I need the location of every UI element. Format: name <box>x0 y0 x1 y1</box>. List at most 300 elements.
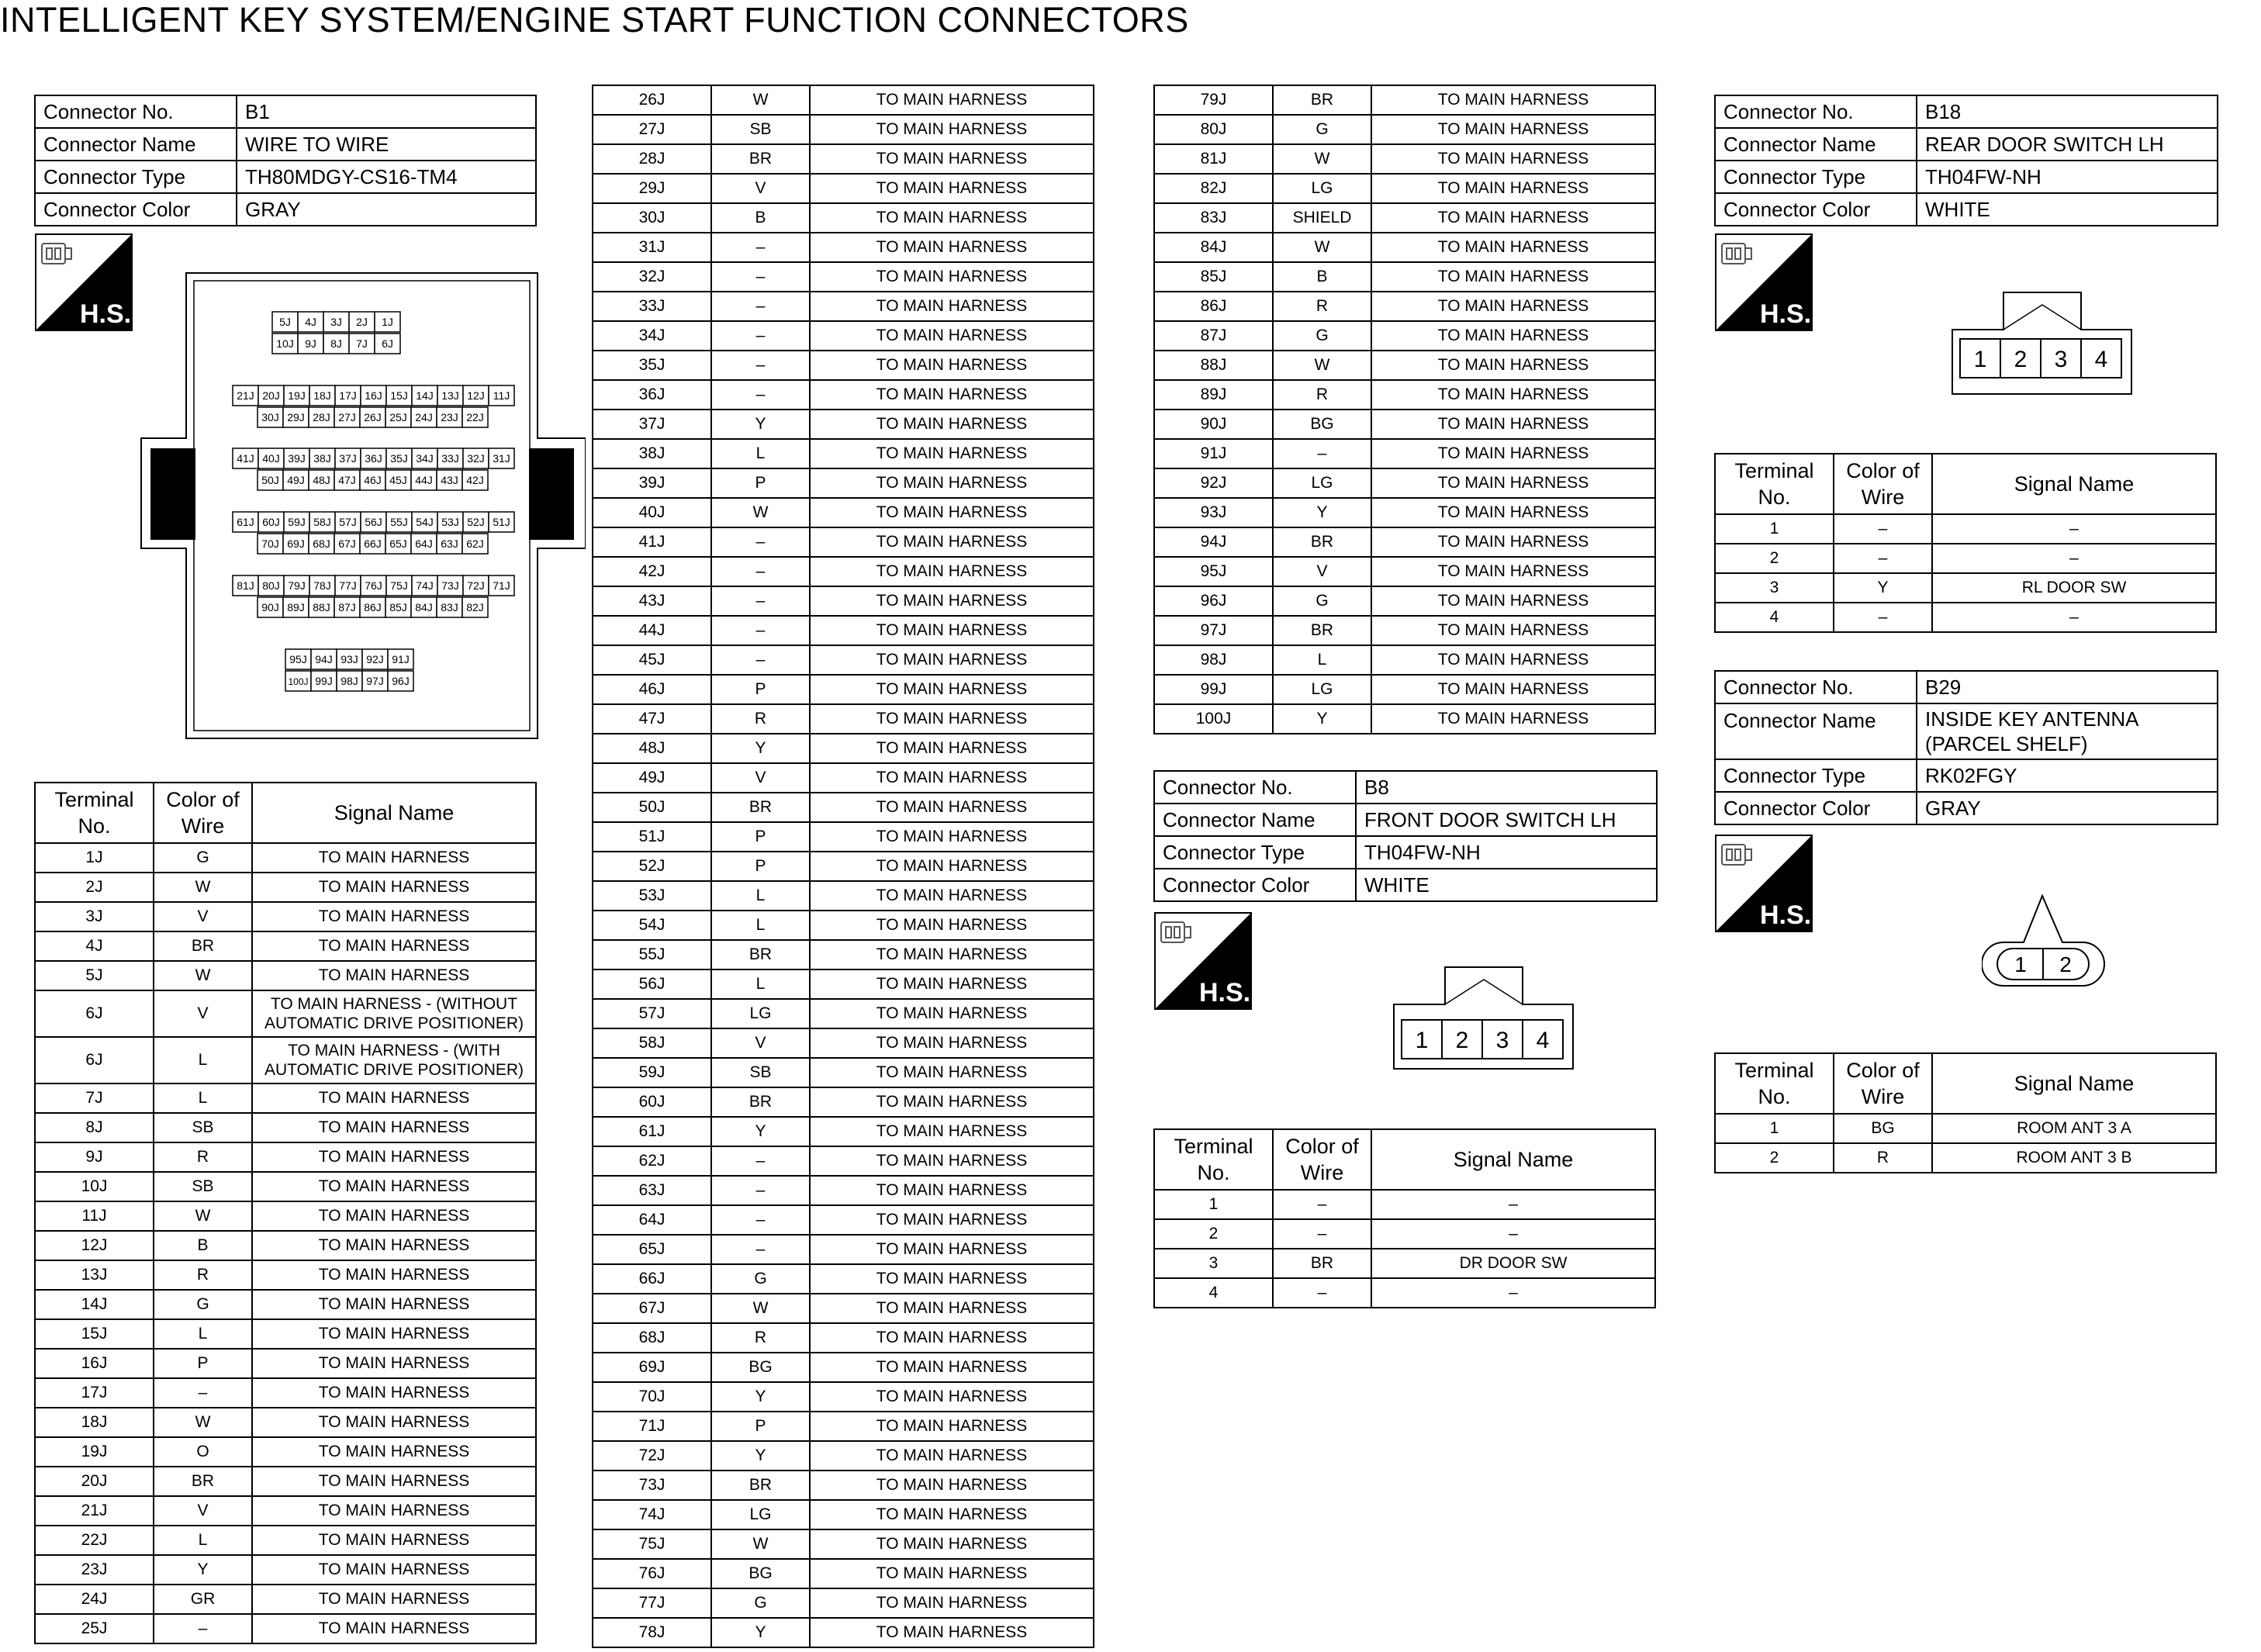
label-connector-name: Connector Name <box>1154 804 1356 836</box>
connector-pin-label: 84J <box>415 601 433 613</box>
wire-color-cell: – <box>711 1205 810 1235</box>
wire-color-cell: G <box>154 1290 252 1319</box>
table-row <box>593 410 1094 439</box>
b8-info-table <box>1153 770 1658 902</box>
signal-name-cell: TO MAIN HARNESS <box>810 203 1094 233</box>
connector-pin-label: 64J <box>415 537 433 550</box>
connector-pin-label: 36J <box>365 452 382 465</box>
wire-color-cell: LG <box>711 1500 810 1529</box>
header-color-of-wire: Color of Wire <box>1834 454 1932 514</box>
table-row <box>593 174 1094 203</box>
terminal-no-cell: 21J <box>35 1496 154 1526</box>
b1-connector-name: WIRE TO WIRE <box>237 128 536 161</box>
terminal-no-cell: 33J <box>593 292 711 321</box>
signal-name-cell: TO MAIN HARNESS <box>252 1349 536 1378</box>
table-row <box>35 1526 536 1555</box>
label-connector-name: Connector Name <box>1715 128 1917 161</box>
signal-name-cell: TO MAIN HARNESS <box>1371 203 1655 233</box>
connector-pin-label: 16J <box>365 389 382 402</box>
signal-name-cell: TO MAIN HARNESS <box>810 557 1094 586</box>
signal-name-cell: – <box>1371 1219 1655 1249</box>
table-row <box>593 704 1094 734</box>
wire-color-cell: R <box>1834 1143 1932 1173</box>
connector-pin-label: 27J <box>338 411 356 423</box>
wire-color-cell: BR <box>154 1467 252 1496</box>
signal-name-cell: TO MAIN HARNESS <box>810 734 1094 763</box>
terminal-no-cell: 83J <box>1154 203 1273 233</box>
connector-pin-label: 26J <box>364 411 382 423</box>
signal-name-cell: TO MAIN HARNESS <box>252 843 536 873</box>
signal-name-cell: TO MAIN HARNESS <box>252 1142 536 1172</box>
signal-name-cell: TO MAIN HARNESS <box>252 1260 536 1290</box>
terminal-no-cell: 25J <box>35 1614 154 1643</box>
table-row <box>593 1058 1094 1087</box>
connector-pin-label: 66J <box>364 537 382 550</box>
terminal-no-cell: 18J <box>35 1408 154 1437</box>
signal-name-cell: TO MAIN HARNESS <box>810 1412 1094 1441</box>
connector-pin-label: 29J <box>287 411 305 423</box>
wire-color-cell: Y <box>711 734 810 763</box>
terminal-no-cell: 13J <box>35 1260 154 1290</box>
wire-color-cell: BR <box>711 940 810 969</box>
terminal-no-cell: 67J <box>593 1294 711 1323</box>
terminal-no-cell: 50J <box>593 793 711 822</box>
connector-pin-label: 91J <box>392 653 410 665</box>
terminal-no-cell: 4J <box>35 931 154 961</box>
connector-pin-label: 45J <box>389 474 407 486</box>
pin-3: 3 <box>2054 347 2068 372</box>
b29-info-table <box>1714 670 2218 825</box>
table-row <box>35 931 536 961</box>
connector-pin-label: 89J <box>287 601 305 613</box>
table-row <box>1154 85 1655 115</box>
table-row <box>593 1205 1094 1235</box>
b8-connector-no: B8 <box>1356 771 1657 804</box>
terminal-no-cell: 64J <box>593 1205 711 1235</box>
wire-color-cell: R <box>154 1142 252 1172</box>
signal-name-cell: TO MAIN HARNESS <box>810 616 1094 645</box>
terminal-no-cell: 2J <box>35 873 154 902</box>
terminal-no-cell: 45J <box>593 645 711 675</box>
table-row <box>1154 233 1655 262</box>
table-row <box>35 1113 536 1142</box>
wire-color-cell: SB <box>154 1113 252 1142</box>
connector-pin-label: 38J <box>313 452 331 465</box>
table-row <box>1154 498 1655 527</box>
pin-3: 3 <box>1495 1028 1509 1053</box>
table-row <box>593 852 1094 881</box>
connector-pin-label: 50J <box>261 474 279 486</box>
table-row <box>1154 557 1655 586</box>
wire-color-cell: L <box>711 969 810 999</box>
connector-pin-label: 46J <box>364 474 382 486</box>
wire-color-cell: – <box>154 1378 252 1408</box>
connector-pin-label: 54J <box>416 516 434 528</box>
signal-name-cell: TO MAIN HARNESS <box>810 410 1094 439</box>
wire-color-cell: BG <box>711 1353 810 1382</box>
wire-color-cell: P <box>711 852 810 881</box>
signal-name-cell: TO MAIN HARNESS - (WITHOUT AUTOMATIC DRIVE POSITIONER) <box>252 990 536 1037</box>
connector-pin-label: 37J <box>339 452 357 465</box>
wire-color-cell: B <box>1273 262 1371 292</box>
label-connector-no: Connector No. <box>1715 671 1917 703</box>
wire-color-cell: SB <box>154 1172 252 1201</box>
table-row <box>593 645 1094 675</box>
connector-pin-label: 24J <box>415 411 433 423</box>
table-row <box>593 1412 1094 1441</box>
terminal-no-cell: 11J <box>35 1201 154 1231</box>
connector-pin-label: 21J <box>237 389 254 402</box>
terminal-no-cell: 22J <box>35 1526 154 1555</box>
connector-pin-label: 79J <box>288 579 306 592</box>
table-row <box>1154 704 1655 734</box>
connector-pin-label: 56J <box>365 516 382 528</box>
b18-connector-no: B18 <box>1917 95 2218 128</box>
table-row <box>1154 1249 1655 1278</box>
signal-name-cell: TO MAIN HARNESS <box>252 1231 536 1260</box>
table-row <box>593 468 1094 498</box>
terminal-no-cell: 34J <box>593 321 711 351</box>
signal-name-cell: TO MAIN HARNESS <box>810 852 1094 881</box>
table-row <box>593 1588 1094 1618</box>
signal-name-cell: TO MAIN HARNESS <box>810 321 1094 351</box>
table-row <box>593 1294 1094 1323</box>
signal-name-cell: TO MAIN HARNESS <box>810 1471 1094 1500</box>
wire-color-cell: BR <box>711 144 810 174</box>
signal-name-cell: TO MAIN HARNESS <box>1371 675 1655 704</box>
table-row <box>593 1529 1094 1559</box>
terminal-no-cell: 42J <box>593 557 711 586</box>
terminal-no-cell: 16J <box>35 1349 154 1378</box>
terminal-no-cell: 58J <box>593 1028 711 1058</box>
label-connector-color: Connector Color <box>35 193 237 226</box>
wire-color-cell: Y <box>1273 704 1371 734</box>
table-row <box>1154 527 1655 557</box>
connector-pin-label: 65J <box>389 537 407 550</box>
wire-color-cell: – <box>711 321 810 351</box>
signal-name-cell: – <box>1932 544 2216 573</box>
signal-name-cell: TO MAIN HARNESS <box>252 1113 536 1142</box>
table-row <box>593 911 1094 940</box>
signal-name-cell: TO MAIN HARNESS <box>810 85 1094 115</box>
terminal-no-cell: 41J <box>593 527 711 557</box>
table-row <box>593 527 1094 557</box>
signal-name-cell: TO MAIN HARNESS <box>810 1382 1094 1412</box>
signal-name-cell: TO MAIN HARNESS <box>1371 586 1655 616</box>
header-terminal-no: Terminal No. <box>1715 454 1834 514</box>
connector-pin-label: 53J <box>441 516 459 528</box>
wire-color-cell: P <box>711 822 810 852</box>
signal-name-cell: TO MAIN HARNESS <box>252 931 536 961</box>
connector-pin-label: 69J <box>287 537 305 550</box>
pin-2: 2 <box>2014 347 2028 372</box>
connector-pin-label: 19J <box>288 389 306 402</box>
terminal-no-cell: 76J <box>593 1559 711 1588</box>
terminal-no-cell: 1 <box>1715 1114 1834 1143</box>
header-color-of-wire: Color of Wire <box>1273 1129 1371 1190</box>
signal-name-cell: TO MAIN HARNESS <box>810 586 1094 616</box>
terminal-no-cell: 3 <box>1715 573 1834 603</box>
connector-pin-label: 82J <box>466 601 484 613</box>
signal-name-cell: TO MAIN HARNESS <box>1371 292 1655 321</box>
b18-connector-face-diagram <box>1951 291 2133 396</box>
table-row <box>1154 1190 1655 1219</box>
table-row <box>1154 115 1655 144</box>
table-row <box>593 763 1094 793</box>
wire-color-cell: Y <box>711 1441 810 1471</box>
connector-pin-label: 71J <box>493 579 510 592</box>
wire-color-cell: P <box>711 1412 810 1441</box>
table-row <box>35 990 536 1037</box>
signal-name-cell: DR DOOR SW <box>1371 1249 1655 1278</box>
wire-color-cell: V <box>1273 557 1371 586</box>
table-row <box>35 1201 536 1231</box>
terminal-no-cell: 56J <box>593 969 711 999</box>
table-row <box>593 881 1094 911</box>
table-row <box>1154 616 1655 645</box>
connector-pin-label: 94J <box>315 653 333 665</box>
wire-color-cell: SB <box>711 1058 810 1087</box>
signal-name-cell: TO MAIN HARNESS <box>1371 174 1655 203</box>
table-row <box>1154 1278 1655 1308</box>
connector-pin-label: 34J <box>416 452 434 465</box>
table-row <box>35 1408 536 1437</box>
terminal-no-cell: 14J <box>35 1290 154 1319</box>
b1-terminal-table-continued <box>592 85 1094 1648</box>
terminal-no-cell: 6J <box>35 990 154 1037</box>
terminal-no-cell: 90J <box>1154 410 1273 439</box>
wire-color-cell: Y <box>711 1382 810 1412</box>
terminal-no-cell: 59J <box>593 1058 711 1087</box>
terminal-no-cell: 73J <box>593 1471 711 1500</box>
wire-color-cell: L <box>711 439 810 468</box>
header-signal-name: Signal Name <box>1932 454 2216 514</box>
hs-connector-icon <box>34 233 133 332</box>
b18-connector-name: REAR DOOR SWITCH LH <box>1917 128 2218 161</box>
wire-color-cell: BR <box>154 931 252 961</box>
table-row <box>593 144 1094 174</box>
signal-name-cell: TO MAIN HARNESS <box>810 1146 1094 1176</box>
wire-color-cell: B <box>154 1231 252 1260</box>
signal-name-cell: TO MAIN HARNESS <box>810 468 1094 498</box>
connector-pin-label: 13J <box>441 389 459 402</box>
signal-name-cell: TO MAIN HARNESS <box>1371 85 1655 115</box>
wire-color-cell: V <box>711 763 810 793</box>
wire-color-cell: L <box>154 1037 252 1083</box>
table-row <box>593 1559 1094 1588</box>
wire-color-cell: GR <box>154 1585 252 1614</box>
table-row <box>593 1382 1094 1412</box>
signal-name-cell: TO MAIN HARNESS <box>1371 233 1655 262</box>
table-row <box>35 1083 536 1113</box>
table-row <box>593 1323 1094 1353</box>
pin-1: 1 <box>2014 952 2027 976</box>
wire-color-cell: W <box>154 873 252 902</box>
wire-color-cell: Y <box>1834 573 1932 603</box>
label-connector-type: Connector Type <box>35 161 237 193</box>
terminal-no-cell: 23J <box>35 1555 154 1585</box>
terminal-no-cell: 57J <box>593 999 711 1028</box>
terminal-no-cell: 95J <box>1154 557 1273 586</box>
signal-name-cell: TO MAIN HARNESS <box>810 262 1094 292</box>
wire-color-cell: – <box>711 351 810 380</box>
terminal-no-cell: 28J <box>593 144 711 174</box>
table-row <box>35 1496 536 1526</box>
label-connector-name: Connector Name <box>1715 703 1917 759</box>
signal-name-cell: TO MAIN HARNESS <box>1371 468 1655 498</box>
wire-color-cell: – <box>1273 1278 1371 1308</box>
table-row <box>593 498 1094 527</box>
connector-pin-label: 68J <box>313 537 330 550</box>
terminal-no-cell: 100J <box>1154 704 1273 734</box>
table-row <box>593 1117 1094 1146</box>
table-row <box>1154 174 1655 203</box>
wire-color-cell: BR <box>711 793 810 822</box>
signal-name-cell: TO MAIN HARNESS <box>1371 557 1655 586</box>
terminal-no-cell: 19J <box>35 1437 154 1467</box>
terminal-no-cell: 3J <box>35 902 154 931</box>
terminal-no-cell: 91J <box>1154 439 1273 468</box>
wire-color-cell: L <box>711 911 810 940</box>
terminal-no-cell: 35J <box>593 351 711 380</box>
terminal-no-cell: 98J <box>1154 645 1273 675</box>
wire-color-cell: SB <box>711 115 810 144</box>
terminal-no-cell: 1J <box>35 843 154 873</box>
terminal-no-cell: 75J <box>593 1529 711 1559</box>
wire-color-cell: R <box>711 1323 810 1353</box>
signal-name-cell: TO MAIN HARNESS <box>810 1618 1094 1647</box>
table-row <box>1715 1114 2216 1143</box>
terminal-no-cell: 17J <box>35 1378 154 1408</box>
connector-pin-label: 96J <box>392 675 410 687</box>
wire-color-cell: W <box>711 85 810 115</box>
terminal-no-cell: 36J <box>593 380 711 410</box>
signal-name-cell: TO MAIN HARNESS <box>810 1441 1094 1471</box>
terminal-no-cell: 38J <box>593 439 711 468</box>
connector-pin-label: 1J <box>382 316 393 328</box>
connector-pin-label: 31J <box>493 452 510 465</box>
connector-pin-label: 63J <box>441 537 458 550</box>
table-row <box>1154 410 1655 439</box>
connector-pin-label: 8J <box>330 337 342 350</box>
wire-color-cell: – <box>711 527 810 557</box>
signal-name-cell: TO MAIN HARNESS <box>810 1323 1094 1353</box>
connector-pin-label: 5J <box>279 316 291 328</box>
signal-name-cell: TO MAIN HARNESS <box>1371 645 1655 675</box>
wire-color-cell: Y <box>1273 498 1371 527</box>
table-row <box>593 675 1094 704</box>
table-row <box>35 1290 536 1319</box>
terminal-no-cell: 12J <box>35 1231 154 1260</box>
wire-color-cell: – <box>154 1614 252 1643</box>
terminal-no-cell: 48J <box>593 734 711 763</box>
b1-terminal-table <box>34 782 537 1644</box>
table-row <box>593 557 1094 586</box>
terminal-no-cell: 63J <box>593 1176 711 1205</box>
signal-name-cell: TO MAIN HARNESS <box>810 527 1094 557</box>
connector-pin-label: 3J <box>330 316 342 328</box>
terminal-no-cell: 2 <box>1715 1143 1834 1173</box>
connector-pin-label: 98J <box>341 675 358 687</box>
terminal-no-cell: 8J <box>35 1113 154 1142</box>
label-connector-name: Connector Name <box>35 128 237 161</box>
signal-name-cell: – <box>1371 1278 1655 1308</box>
table-row <box>593 586 1094 616</box>
hs-label: H.S. <box>1759 299 1812 329</box>
terminal-no-cell: 9J <box>35 1142 154 1172</box>
signal-name-cell: TO MAIN HARNESS <box>252 1290 536 1319</box>
connector-pin-label: 95J <box>289 653 307 665</box>
b18-connector-color: WHITE <box>1917 193 2218 226</box>
signal-name-cell: TO MAIN HARNESS <box>810 704 1094 734</box>
signal-name-cell: TO MAIN HARNESS <box>1371 321 1655 351</box>
connector-pin-label: 51J <box>493 516 510 528</box>
signal-name-cell: TO MAIN HARNESS <box>810 645 1094 675</box>
wire-color-cell: BG <box>1834 1114 1932 1143</box>
connector-pin-label: 44J <box>415 474 433 486</box>
table-row <box>593 1471 1094 1500</box>
signal-name-cell: – <box>1371 1190 1655 1219</box>
wire-color-cell: V <box>154 990 252 1037</box>
table-row <box>1154 645 1655 675</box>
terminal-no-cell: 70J <box>593 1382 711 1412</box>
wire-color-cell: G <box>1273 321 1371 351</box>
terminal-no-cell: 61J <box>593 1117 711 1146</box>
table-row <box>593 734 1094 763</box>
signal-name-cell: TO MAIN HARNESS <box>252 1201 536 1231</box>
terminal-no-cell: 26J <box>593 85 711 115</box>
connector-pin-label: 25J <box>389 411 407 423</box>
wire-color-cell: – <box>1834 514 1932 544</box>
terminal-no-cell: 49J <box>593 763 711 793</box>
connector-pin-label: 49J <box>287 474 305 486</box>
signal-name-cell: TO MAIN HARNESS <box>810 439 1094 468</box>
table-row <box>593 1087 1094 1117</box>
b29-connector-no: B29 <box>1917 671 2218 703</box>
terminal-no-cell: 44J <box>593 616 711 645</box>
b18-connector-type: TH04FW-NH <box>1917 161 2218 193</box>
connector-pin-label: 87J <box>338 601 356 613</box>
hs-connector-icon <box>1153 911 1253 1011</box>
terminal-no-cell: 86J <box>1154 292 1273 321</box>
signal-name-cell: TO MAIN HARNESS <box>810 1028 1094 1058</box>
terminal-no-cell: 10J <box>35 1172 154 1201</box>
connector-pin-label: 35J <box>390 452 408 465</box>
terminal-no-cell: 79J <box>1154 85 1273 115</box>
wire-color-cell: – <box>711 645 810 675</box>
wire-color-cell: Y <box>711 410 810 439</box>
terminal-no-cell: 65J <box>593 1235 711 1264</box>
signal-name-cell: TO MAIN HARNESS <box>810 1529 1094 1559</box>
signal-name-cell: TO MAIN HARNESS <box>1371 115 1655 144</box>
signal-name-cell: TO MAIN HARNESS <box>252 1496 536 1526</box>
signal-name-cell: TO MAIN HARNESS <box>810 675 1094 704</box>
signal-name-cell: TO MAIN HARNESS <box>252 1319 536 1349</box>
signal-name-cell: – <box>1932 603 2216 632</box>
terminal-no-cell: 85J <box>1154 262 1273 292</box>
signal-name-cell: TO MAIN HARNESS <box>1371 144 1655 174</box>
connector-pin-label: 57J <box>339 516 357 528</box>
label-connector-no: Connector No. <box>35 95 237 128</box>
b8-connector-color: WHITE <box>1356 869 1657 901</box>
b8-connector-face-diagram <box>1392 966 1575 1070</box>
table-row <box>593 999 1094 1028</box>
terminal-no-cell: 84J <box>1154 233 1273 262</box>
table-row <box>1154 262 1655 292</box>
terminal-no-cell: 53J <box>593 881 711 911</box>
terminal-no-cell: 37J <box>593 410 711 439</box>
table-row <box>35 873 536 902</box>
